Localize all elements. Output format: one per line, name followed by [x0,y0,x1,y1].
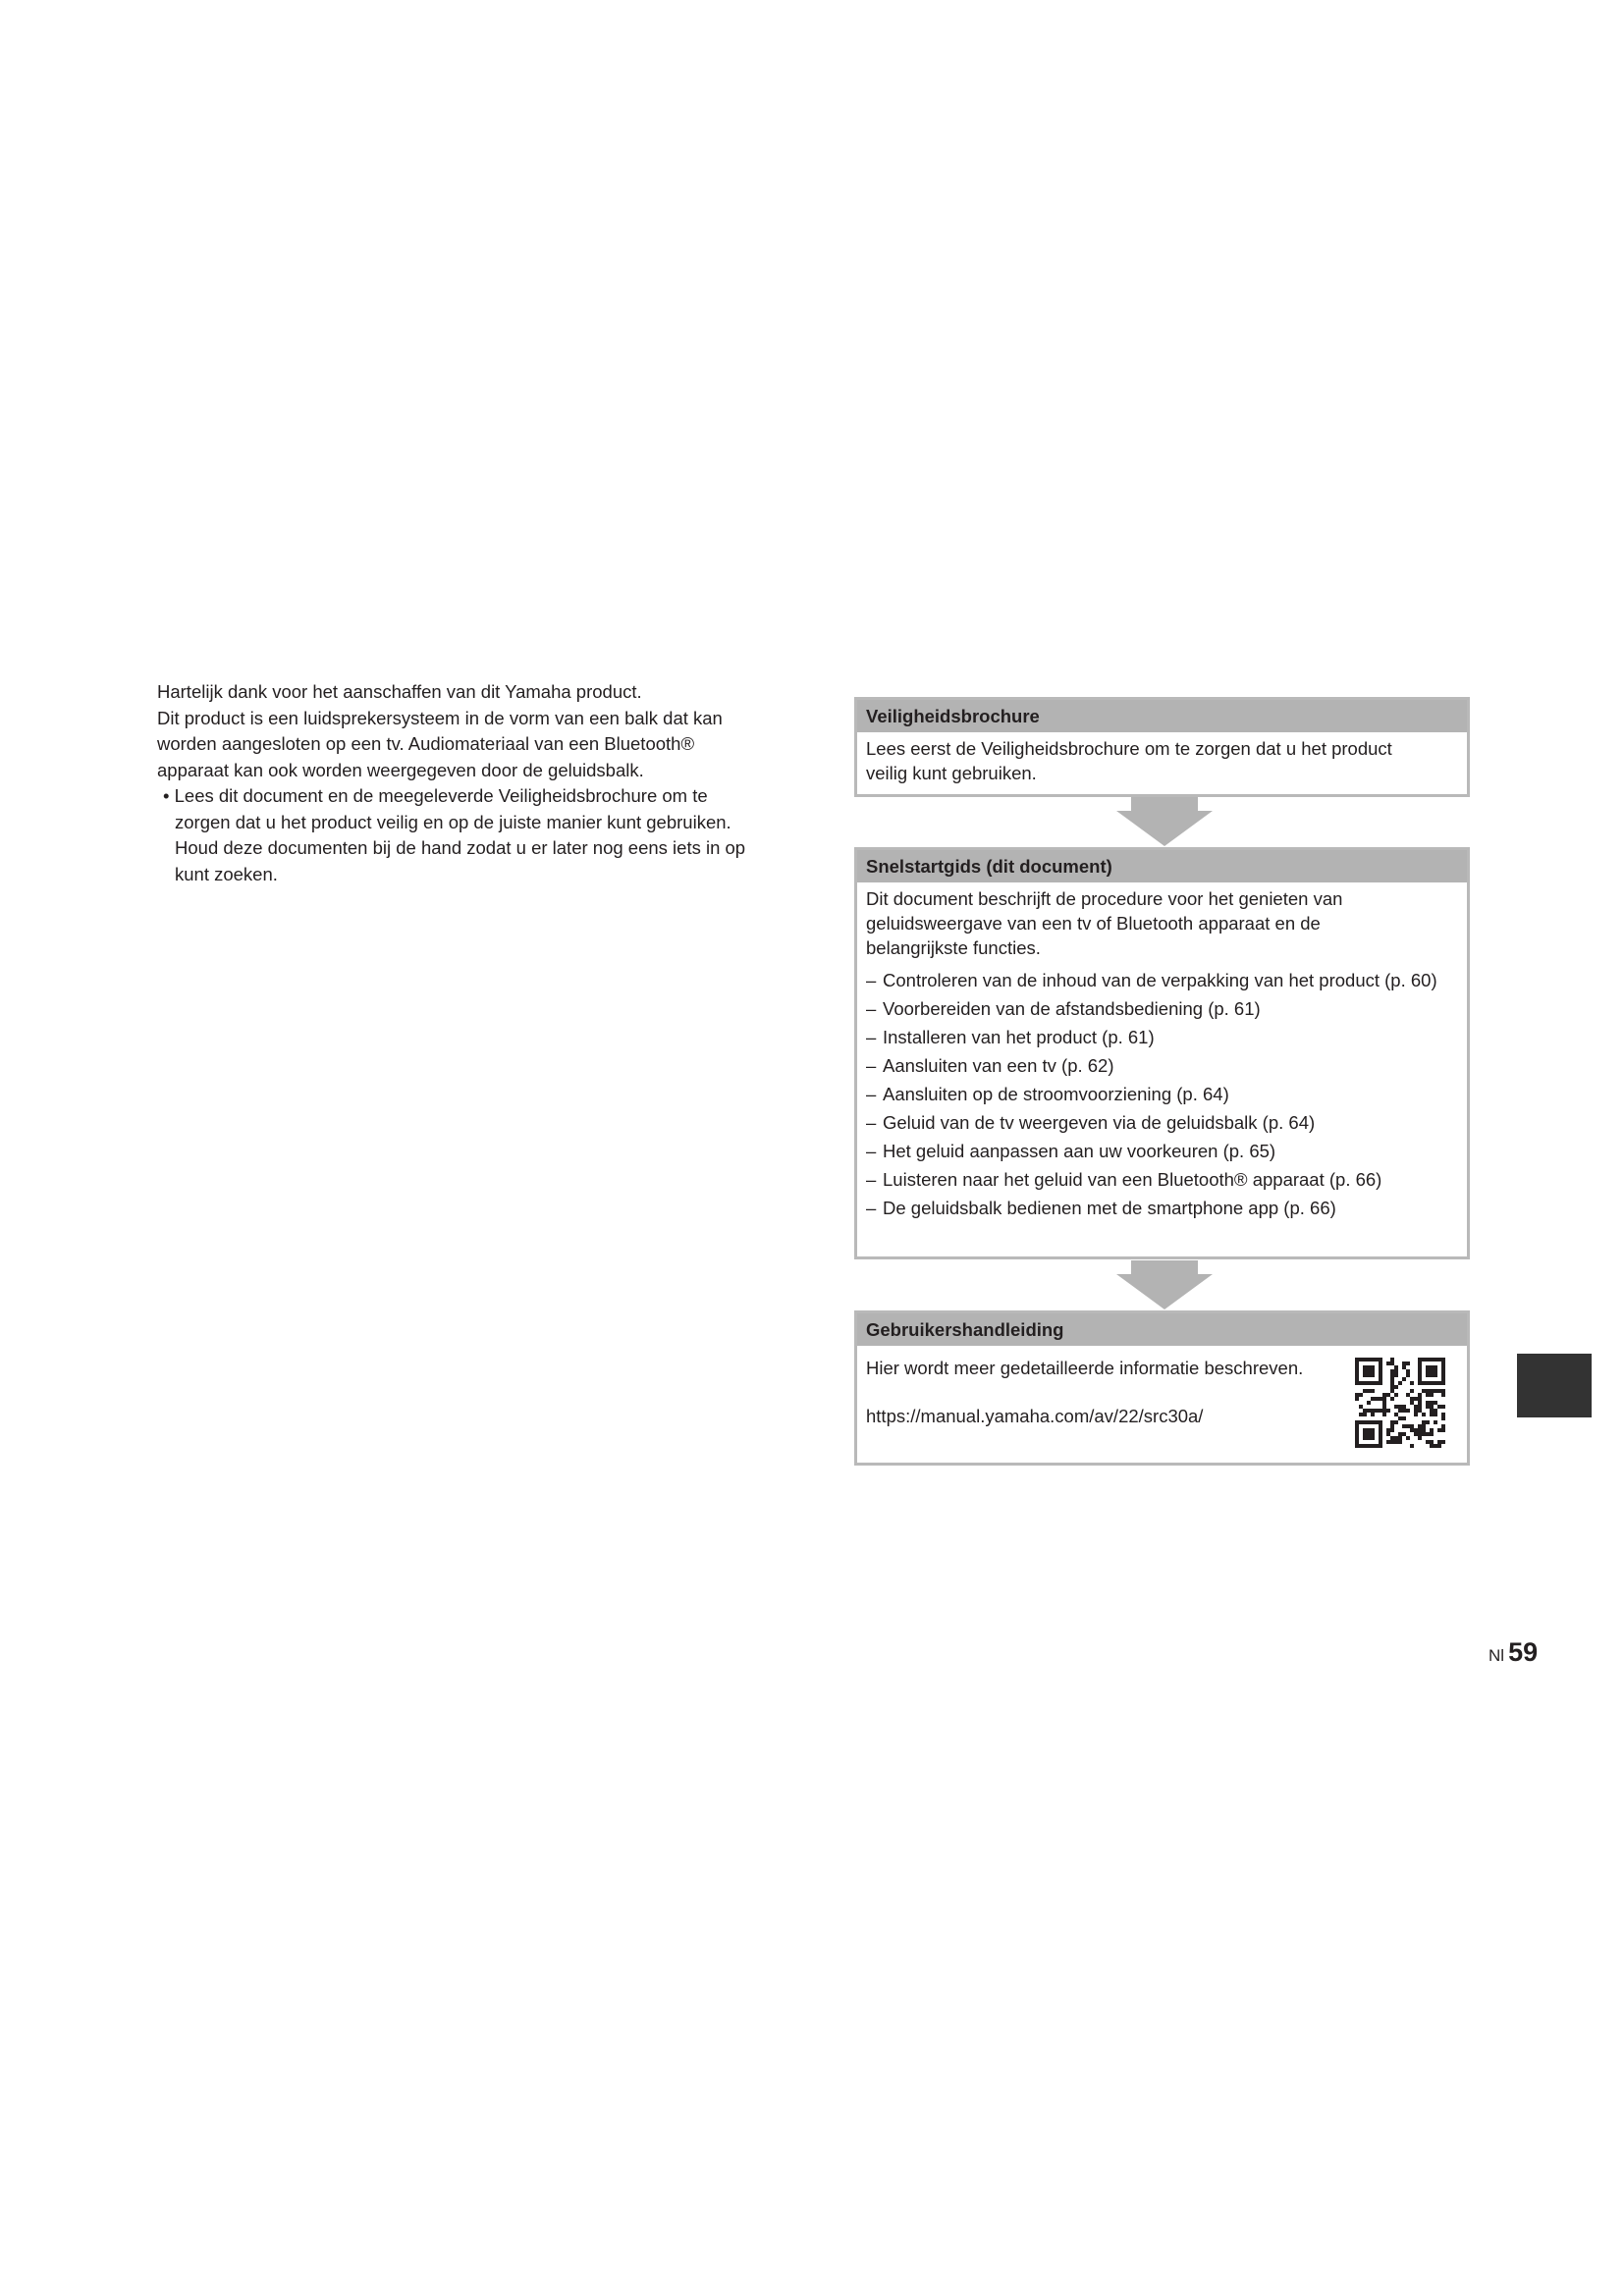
box-body [857,732,1467,793]
language-code: Nl [1489,1646,1505,1665]
list-item-text: Luisteren naar het geluid van een Bluetooth® apparaat (p. 66) [883,1169,1382,1190]
dash: – [866,1084,877,1104]
box-line: Lees eerst de Veiligheidsbrochure om te zorgen dat u het product [866,738,1392,759]
intro-text [157,679,795,887]
list-item [866,968,1457,992]
contents-list [866,968,1457,1220]
dash: – [866,970,877,990]
list-item [866,1053,1457,1078]
dash: – [866,1141,877,1161]
dash: – [866,1169,877,1190]
list-item-text: Controleren van de inhoud van de verpakking van het product (p. 60) [883,970,1437,990]
list-item [866,1110,1457,1135]
qr-code-icon[interactable] [1355,1358,1445,1448]
safety-brochure-box [854,697,1470,797]
list-item [866,1167,1457,1192]
intro-line: Hartelijk dank voor het aanschaffen van dit Yamaha product. [157,681,642,702]
intro-line: apparaat kan ook worden weergegeven door de geluidsbalk. [157,759,644,780]
list-item-text: Het geluid aanpassen aan uw voorkeuren (p. 65) [883,1141,1276,1161]
intro-bullet-cont: kunt zoeken. [175,863,278,884]
list-item-text: Voorbereiden van de afstandsbediening (p. 61) [883,998,1261,1019]
bullet-marker: • [163,785,170,806]
bullet-text: Lees dit document en de meegeleverde Veiligheidsbrochure om te [174,785,708,806]
page-number-value: 59 [1508,1637,1539,1667]
box-line: belangrijkste functies. [866,937,1041,958]
list-item-text: Geluid van de tv weergeven via de geluidsbalk (p. 64) [883,1112,1316,1133]
page-number [1489,1637,1538,1668]
dash: – [866,1055,877,1076]
list-item [866,1196,1457,1220]
box-line: geluidsweergave van een tv of Bluetooth apparaat en de [866,913,1321,934]
box-line: Dit document beschrijft de procedure voor het genieten van [866,888,1343,909]
dash: – [866,998,877,1019]
down-arrow-icon [1116,797,1213,846]
box-lead [866,886,1457,960]
intro-bullet [157,783,795,810]
box-title: Gebruikershandleiding [857,1313,1467,1346]
list-item [866,1139,1457,1163]
manual-url-link[interactable]: https://manual.yamaha.com/av/22/src30a/ [866,1406,1204,1426]
chapter-tab-marker [1517,1354,1592,1417]
list-item-text: De geluidsbalk bedienen met de smartphone app (p. 66) [883,1198,1336,1218]
list-item-text: Installeren van het product (p. 61) [883,1027,1155,1047]
box-line: veilig kunt gebruiken. [866,763,1037,783]
box-body [857,882,1467,1232]
intro-bullet-cont: zorgen dat u het product veilig en op de juiste manier kunt gebruiken. [175,811,731,832]
user-manual-box [854,1310,1470,1466]
box-title: Snelstartgids (dit document) [857,850,1467,882]
box-line: Hier wordt meer gedetailleerde informatie beschreven. [866,1358,1304,1378]
list-item [866,1082,1457,1106]
dash: – [866,1027,877,1047]
dash: – [866,1198,877,1218]
list-item-text: Aansluiten op de stroomvoorziening (p. 64) [883,1084,1229,1104]
list-item [866,996,1457,1021]
box-body [857,1346,1467,1471]
intro-line: Dit product is een luidsprekersysteem in de vorm van een balk dat kan [157,707,723,728]
intro-bullet-cont: Houd deze documenten bij de hand zodat u er later nog eens iets in op [175,837,746,858]
dash: – [866,1112,877,1133]
list-item [866,1025,1457,1049]
intro-line: worden aangesloten op een tv. Audiomateriaal van een Bluetooth® [157,733,695,754]
quick-start-guide-box [854,847,1470,1259]
box-title: Veiligheidsbrochure [857,700,1467,732]
list-item-text: Aansluiten van een tv (p. 62) [883,1055,1114,1076]
down-arrow-icon [1116,1260,1213,1309]
